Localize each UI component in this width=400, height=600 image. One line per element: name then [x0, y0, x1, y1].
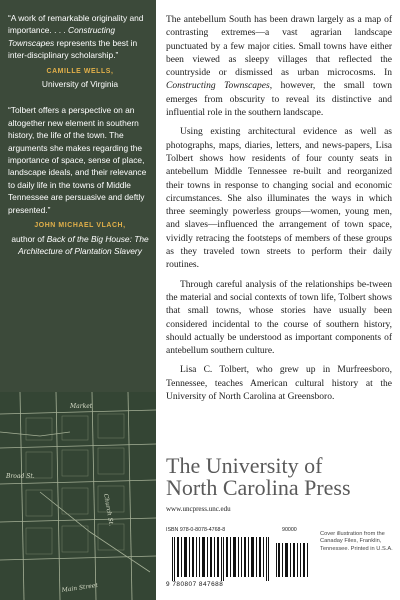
publisher-name: [166, 455, 392, 499]
map-label-church-st: Church St.: [102, 493, 115, 527]
endorsement-1-name: CAMILLE WELLS,: [46, 67, 114, 75]
endorsements: [8, 12, 152, 257]
town-map-illustration: [0, 392, 156, 600]
map-svg: [0, 392, 156, 600]
endorsement-2-name: JOHN MICHAEL VLACH,: [34, 222, 126, 230]
endorsement-1-text-b: represents the best in inter-disciplinary scholarship.”: [8, 37, 138, 61]
endorsement-2-affiliation: [8, 233, 152, 258]
map-label-market: Market: [70, 403, 93, 410]
endorsement-2: [8, 104, 152, 257]
map-label-broad-st: Broad St.: [6, 473, 35, 480]
paragraph-1-book-title: Constructing Townscapes: [166, 81, 270, 92]
endorsement-1-book: Constructing Townscapes: [8, 25, 116, 48]
publisher-line-1: The University of: [166, 453, 323, 478]
isbn-text: ISBN 978-0-8078-4768-8: [166, 527, 226, 533]
publisher-line-2: North Carolina Press: [166, 475, 351, 500]
description-paragraph-2: Using existing architectural evidence as well as photographs, maps, diaries, letters, and news-papers, Lisa Tolbert shows how residents of four county seats in antebellum Middle Tennessee re-built and reorganized their towns in response to changing social and economic circumstances. She also illuminates the ways in which three seemingly powerless groups—women, young men, and slaves—influenced the arrangement of town space, vividly retracing the footsteps of members of these groups as they traveled town streets to perform their daily routines.: [166, 127, 392, 271]
author-bio: Lisa C. Tolbert, who grew up in Murfreesboro, Tennessee, teaches American cultural history at the University of North Carolina at Greensboro.: [166, 365, 392, 403]
endorsement-2-attribution: [8, 220, 152, 257]
barcode-number: 9 780807 847688: [166, 581, 224, 588]
paragraph-1-text-b: , however, the small town emerges from obscurity to reveal its distinctive and influential role in the southern landscape.: [166, 81, 392, 119]
description-text: [166, 14, 392, 404]
endorsement-2-affiliation-prefix: author of: [11, 233, 47, 244]
cover-credit: Cover illustration from the Canaday Files, Franklin, Tennessee. Printed in U.S.A.: [320, 531, 393, 552]
endorsement-2-text: “Tolbert offers a perspective on an altogether new element in southern history, the life of the town. The arguments she makes regarding the importance of space, sense of place, landscape ideals, and their relevance to daily life in the towns of Middle Tennessee are persuasive and deftly presented.”: [8, 105, 147, 215]
barcode-bars: [172, 537, 312, 581]
quote-sidebar: [0, 0, 156, 600]
endorsement-1: [8, 12, 152, 90]
isbn-barcode: [166, 527, 314, 589]
price-code: 90000: [282, 527, 297, 533]
paragraph-1-text-a: The antebellum South has been drawn largely as a map of contrasting extremes—a vast agrarian landscape punctuated by a few major cities. Small towns have either been viewed as sleepy villages that reflected the countryside or dismissed as urban microcosms. In: [166, 15, 392, 79]
endorsement-2-book: Back of the Big House: The Architecture of Plantation Slavery: [18, 233, 149, 256]
publisher-url: www.uncpress.unc.edu: [166, 505, 231, 513]
endorsement-1-text: [8, 12, 152, 62]
description-paragraph-1: [166, 14, 392, 120]
endorsement-1-affiliation: University of Virginia: [41, 79, 119, 90]
endorsement-1-text-a: “A work of remarkable originality and importance. . . .: [8, 13, 144, 36]
description-paragraph-3: Through careful analysis of the relationships be-tween the material and social contexts of town life, Tolbert shows that small towns, whose stories have usually been considered incidental to the course of southern history, should actually be understood as important components of antebellum southern culture.: [166, 279, 392, 357]
map-label-main-street: Main Street: [61, 581, 99, 594]
endorsement-1-attribution: [8, 66, 152, 91]
